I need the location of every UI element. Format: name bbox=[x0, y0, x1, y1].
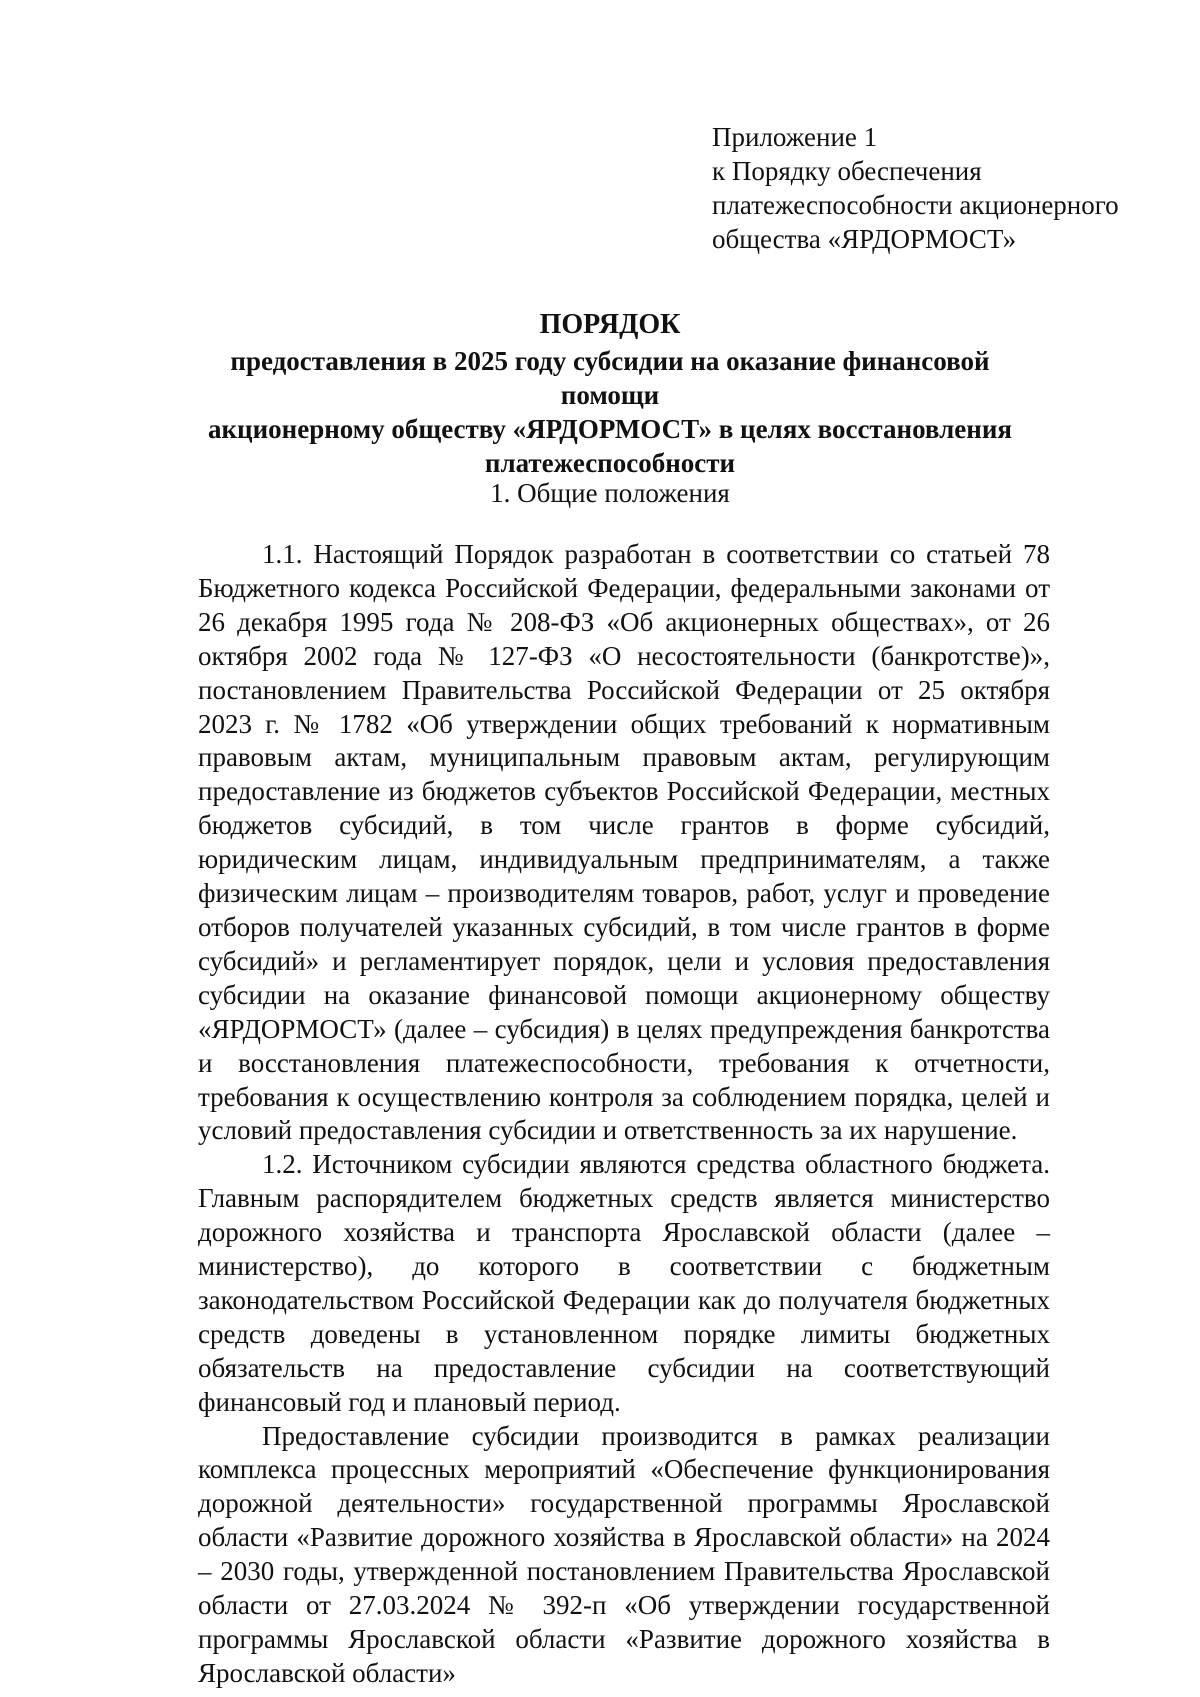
appendix-line-4: общества «ЯРДОРМОСТ» bbox=[712, 224, 1017, 254]
title-line-3: платежеспособности bbox=[484, 448, 736, 478]
paragraph-1-1: 1.1. Настоящий Порядок разработан в соответствии со статьей 78 Бюджетного кодекса Российской Федерации, федеральными законами от 26 декабря 1995 года № 208-ФЗ «Об акционерных обществах», от 26 октября 2002 года № 127-ФЗ «О несостоятельности (банкротстве)», постановлением Правительства Российской Федерации от 25 октября 2023 г. № 1782 «Об утверждении общих требований к нормативным правовым актам, муниципальным правовым актам, регулирующим предоставление из бюджетов субъектов Российской Федерации, местных бюджетов субсидий, в том числе грантов в форме субсидий, юридическим лицам, индивидуальным предпринимателям, а также физическим лицам – производителям товаров, работ, услуг и проведение отборов получателей указанных субсидий, в том числе грантов в форме субсидий» и регламентирует порядок, цели и условия предоставления субсидии на оказание финансовой помощи акционерному обществу «ЯРДОРМОСТ» (далее – субсидия) в целях предупреждения банкротства и восстановления платежеспособности, требования к отчетности, требования к осуществлению контроля за соблюдением порядка, целей и условий предоставления субсидии и ответственность за их нарушение. bbox=[198, 539, 1050, 1146]
document-title bbox=[180, 308, 1040, 480]
appendix-note bbox=[712, 120, 1119, 256]
title-line-1: предоставления в 2025 году субсидии на оказание финансовой помощи bbox=[230, 346, 990, 410]
section-heading: 1. Общие положения bbox=[490, 478, 730, 508]
title-line-2: акционерному обществу «ЯРДОРМОСТ» в целях восстановления bbox=[207, 414, 1012, 444]
body-text bbox=[198, 538, 1050, 1691]
paragraph-subsidy-program: Предоставление субсидии производится в рамках реализации комплекса процессных мероприятий «Обеспечение функционирования дорожной деятельности» государственной программы Ярославской области «Развитие дорожного хозяйства в Ярославской области» на 2024 – 2030 годы, утвержденной постановлением Правительства Ярославской области от 27.03.2024 № 392-п «Об утверждении государственной программы Ярославской области «Развитие дорожного хозяйства в Ярославской области» bbox=[198, 1420, 1050, 1688]
appendix-line-2: к Порядку обеспечения bbox=[712, 156, 982, 186]
appendix-line-1: Приложение 1 bbox=[712, 122, 878, 152]
appendix-line-3: платежеспособности акционерного bbox=[712, 190, 1119, 220]
paragraph-1-2: 1.2. Источником субсидии являются средства областного бюджета. Главным распорядителем бюджетных средств является министерство дорожного хозяйства и транспорта Ярославской области (далее – министерство), до которого в соответствии с бюджетным законодательством Российской Федерации как до получателя бюджетных средств доведены в установленном порядке лимиты бюджетных обязательств на предоставление субсидии на соответствующий финансовый год и плановый период. bbox=[198, 1149, 1050, 1417]
title-main: ПОРЯДОК bbox=[539, 309, 681, 340]
